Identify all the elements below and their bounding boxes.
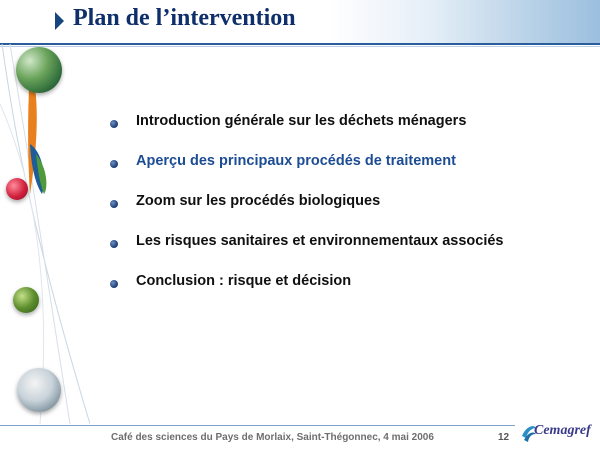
footer-caption: Café des sciences du Pays de Morlaix, Saint-Thégonnec, 4 mai 2006 [111, 432, 434, 443]
page-number: 12 [498, 432, 510, 443]
bullet-dot-icon [110, 280, 118, 288]
water-plants-photo [16, 47, 62, 93]
red-berry-photo [6, 178, 28, 200]
header-divider-light [0, 46, 600, 47]
bullet-text: Aperçu des principaux procédés de traitement [136, 153, 456, 169]
decorative-curves [0, 44, 90, 424]
logo-text: Cemagref [534, 423, 591, 438]
header-divider [0, 43, 600, 45]
bullet-text: Les risques sanitaires et environnementaux associés [136, 233, 504, 249]
footer-divider [0, 425, 515, 426]
bullet-text: Zoom sur les procédés biologiques [136, 193, 381, 209]
bullet-dot-icon [110, 200, 118, 208]
bullet-text: Introduction générale sur les déchets ménagers [136, 113, 467, 129]
leaf-photo [13, 287, 39, 313]
title-arrow-icon [55, 12, 64, 30]
bullet-dot-icon [110, 160, 118, 168]
bullet-dot-icon [110, 240, 118, 248]
slide-title: Plan de l’intervention [73, 5, 296, 31]
bullet-text: Conclusion : risque et décision [136, 273, 352, 289]
slide-header [0, 0, 600, 44]
lab-worker-photo [17, 368, 61, 412]
bullet-dot-icon [110, 120, 118, 128]
